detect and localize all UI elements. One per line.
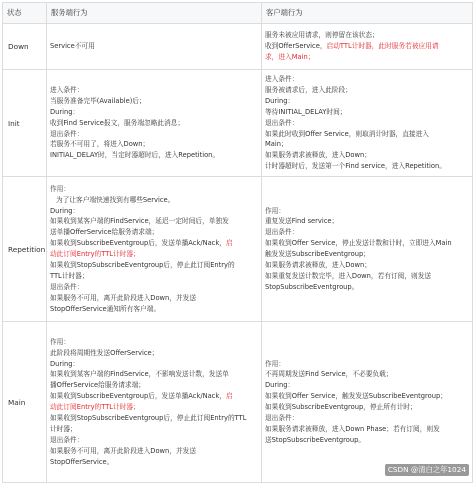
cell-text: Main； bbox=[265, 140, 288, 149]
state-cell: Init bbox=[3, 70, 47, 177]
cell-text: INITIAL_DELAY时，当定时器超时后，进入Repetition。 bbox=[50, 151, 220, 160]
highlighted-text: 启动TTL计时器，此时服务若被应用请 bbox=[326, 42, 439, 51]
cell-line bbox=[50, 85, 257, 96]
cell-line bbox=[50, 359, 257, 370]
table-row bbox=[3, 70, 473, 177]
cell-text: 当服务准备完毕(Available)后； bbox=[50, 96, 146, 105]
cell-line bbox=[265, 52, 468, 63]
csdn-watermark: CSDN @清白之年1024 bbox=[385, 464, 469, 476]
cell-text: 送StopSubscribeEventgroup。 bbox=[265, 435, 366, 444]
cell-line bbox=[265, 139, 468, 150]
server-behavior-cell bbox=[47, 177, 262, 322]
cell-text: 进入条件： bbox=[265, 75, 299, 83]
cell-text: 如果收到Offer Service，停止发送计数和计时，立即进入Main bbox=[265, 239, 452, 248]
cell-text: TTL计时器； bbox=[50, 271, 89, 280]
cell-text: 如果收到SubscribeEventgroup后，发送单播Ack/Nack， bbox=[50, 392, 226, 401]
cell-text: 退出条件： bbox=[50, 282, 84, 291]
cell-line bbox=[265, 96, 468, 107]
cell-text: 为了让客户端快速找到有哪些Service。 bbox=[56, 195, 175, 204]
cell-line bbox=[265, 435, 468, 446]
cell-line bbox=[50, 424, 257, 435]
cell-line bbox=[50, 457, 257, 468]
cell-text: 服务未被应用请求，则停留在该状态； bbox=[265, 31, 379, 40]
cell-line bbox=[265, 161, 468, 172]
cell-text: 收到OfferService， bbox=[265, 42, 327, 51]
client-behavior-cell bbox=[262, 70, 473, 177]
cell-line bbox=[50, 435, 257, 446]
cell-line bbox=[50, 337, 257, 348]
cell-line bbox=[265, 85, 468, 96]
cell-text: 如果收到StopSubscribeEventgroup后，停止此订阅Entry的TTL bbox=[50, 414, 247, 423]
cell-text: 如果收到Offer Service，触发发送SubscribeEventgroup； bbox=[265, 392, 447, 401]
cell-text: StopOfferService通知所有客户端。 bbox=[50, 304, 161, 313]
cell-line bbox=[265, 150, 468, 161]
cell-line bbox=[265, 369, 468, 380]
cell-line bbox=[265, 206, 468, 217]
cell-text: During： bbox=[50, 359, 80, 368]
cell-line bbox=[50, 260, 257, 271]
highlighted-text: 求，进入Main； bbox=[265, 52, 315, 61]
cell-line bbox=[50, 413, 257, 424]
cell-text: Service不可用 bbox=[50, 42, 95, 51]
cell-line bbox=[50, 348, 257, 359]
cell-line bbox=[50, 304, 257, 315]
cell-text: 计时器超时后，发送第一个Find service，进入Repetition。 bbox=[265, 162, 446, 171]
table-header-row bbox=[3, 3, 473, 24]
cell-text: 如果收到某客户端的FindService，延迟一定时间后，单独发 bbox=[50, 217, 229, 226]
cell-text: 退出条件： bbox=[50, 435, 84, 444]
cell-text: 退出条件： bbox=[50, 129, 84, 138]
highlighted-text: 启 bbox=[225, 239, 233, 248]
highlighted-text: 启 bbox=[225, 392, 233, 401]
state-cell: Main bbox=[3, 322, 47, 483]
header-client-behavior: 客户端行为 bbox=[262, 3, 473, 24]
cell-line bbox=[265, 118, 468, 129]
cell-text: During： bbox=[265, 381, 295, 390]
highlighted-text: 动此订阅Entry的TTL计时器； bbox=[50, 403, 140, 412]
cell-line bbox=[50, 150, 257, 161]
cell-line bbox=[50, 129, 257, 140]
cell-line bbox=[50, 107, 257, 118]
highlighted-text: 动此订阅Entry的TTL计时器； bbox=[50, 250, 140, 259]
server-behavior-cell bbox=[47, 322, 262, 483]
cell-text: StopOfferService。 bbox=[50, 457, 114, 466]
cell-line bbox=[265, 107, 468, 118]
cell-line bbox=[50, 227, 257, 238]
cell-line bbox=[50, 184, 257, 195]
cell-text: 若服务不可用了，将进入Down； bbox=[50, 140, 150, 149]
cell-line bbox=[265, 227, 468, 238]
cell-text: 如果服务不可用，离开此阶段进入Down，并发送 bbox=[50, 446, 197, 455]
cell-line bbox=[265, 282, 468, 293]
cell-line bbox=[50, 282, 257, 293]
cell-line bbox=[50, 139, 257, 150]
cell-text: 触发发送SubscribeEventgroup； bbox=[265, 250, 370, 259]
cell-line bbox=[50, 369, 257, 380]
cell-line bbox=[265, 41, 468, 52]
client-behavior-cell bbox=[262, 24, 473, 70]
client-behavior-cell bbox=[262, 177, 473, 322]
cell-line bbox=[265, 380, 468, 391]
cell-text: 如果服务不可用，离开此阶段进入Down，并发送 bbox=[50, 293, 197, 302]
header-state: 状态 bbox=[3, 3, 47, 24]
cell-text: 如果收到StopSubscribeEventgroup后，停止此订阅Entry的 bbox=[50, 261, 235, 270]
cell-text: 如果收到SubscribeEventgroup后，发送单播Ack/Nack， bbox=[50, 239, 226, 248]
client-behavior-cell bbox=[262, 322, 473, 483]
cell-line bbox=[50, 402, 257, 413]
cell-line bbox=[265, 402, 468, 413]
cell-line bbox=[265, 216, 468, 227]
server-behavior-cell bbox=[47, 24, 262, 70]
cell-text: During： bbox=[265, 96, 295, 105]
cell-line bbox=[265, 271, 468, 282]
cell-line bbox=[265, 424, 468, 435]
cell-line bbox=[50, 271, 257, 282]
cell-text: 如果服务请求被释放，进入Down Phase；若有订阅，则发 bbox=[265, 424, 440, 433]
cell-line bbox=[265, 359, 468, 370]
cell-text: 收到Find Service报文，服务端忽略此消息； bbox=[50, 118, 185, 127]
cell-line bbox=[50, 391, 257, 402]
cell-line bbox=[50, 195, 257, 206]
table-row bbox=[3, 24, 473, 70]
cell-text: 进入条件： bbox=[50, 85, 84, 94]
cell-line bbox=[265, 129, 468, 140]
cell-text: 作用： bbox=[265, 359, 286, 368]
cell-text: 作用： bbox=[50, 337, 71, 346]
cell-line bbox=[265, 30, 468, 41]
cell-text: 重复发送Find service； bbox=[265, 217, 339, 226]
header-server-behavior: 服务端行为 bbox=[47, 3, 262, 24]
cell-text: 等待INITIAL_DELAY时间； bbox=[265, 107, 347, 116]
state-cell: Down bbox=[3, 24, 47, 70]
state-cell: Repetition bbox=[3, 177, 47, 322]
cell-text: 送单播OfferService给服务请求端； bbox=[50, 228, 159, 237]
cell-text: 如果服务请求被释放，进入Down； bbox=[265, 151, 371, 160]
cell-text: 作用： bbox=[265, 206, 286, 215]
cell-text: 计时器； bbox=[50, 424, 77, 433]
cell-line bbox=[265, 391, 468, 402]
table-row bbox=[3, 177, 473, 322]
cell-line bbox=[265, 74, 468, 85]
cell-line bbox=[265, 238, 468, 249]
cell-text: StopSubscribeEventgroup。 bbox=[265, 282, 359, 291]
cell-text: 如果重复发送计数完毕，进入Down，若有订阅，则发送 bbox=[265, 271, 432, 280]
cell-text: 退出条件： bbox=[265, 118, 299, 127]
cell-line bbox=[50, 206, 257, 217]
cell-line bbox=[50, 41, 257, 52]
cell-line bbox=[265, 413, 468, 424]
cell-line bbox=[50, 446, 257, 457]
table-row bbox=[3, 322, 473, 483]
cell-text: 播OfferService给服务请求端； bbox=[50, 381, 145, 390]
cell-line bbox=[50, 238, 257, 249]
cell-line bbox=[50, 249, 257, 260]
cell-line bbox=[265, 260, 468, 271]
cell-line bbox=[50, 96, 257, 107]
cell-text: 此阶段将周期性发送OfferService； bbox=[50, 348, 159, 357]
cell-line bbox=[50, 293, 257, 304]
cell-line bbox=[50, 118, 257, 129]
cell-text: 如果服务请求被释放，进入Down； bbox=[265, 261, 371, 270]
cell-text: 如果此时收到Offer Service，则取消计时器，直接进入 bbox=[265, 129, 429, 138]
cell-text: 退出条件： bbox=[265, 228, 299, 237]
cell-text: 服务被请求后，进入此阶段； bbox=[265, 85, 352, 94]
cell-text: During： bbox=[50, 107, 80, 116]
cell-text: 不再周期发送Find Service，不必要负载； bbox=[265, 370, 393, 379]
cell-line bbox=[50, 380, 257, 391]
cell-text: During： bbox=[50, 206, 80, 215]
service-discovery-state-table bbox=[2, 2, 473, 483]
cell-text: 如果收到SubscribeEventgroup，停止所有计时； bbox=[265, 403, 417, 412]
cell-line bbox=[50, 216, 257, 227]
cell-line bbox=[265, 249, 468, 260]
cell-text: 如果收到某客户端的FindService，不影响发送计数，发送单 bbox=[50, 370, 229, 379]
cell-text: 退出条件： bbox=[265, 414, 299, 423]
cell-text: 作用： bbox=[50, 184, 71, 193]
server-behavior-cell bbox=[47, 70, 262, 177]
